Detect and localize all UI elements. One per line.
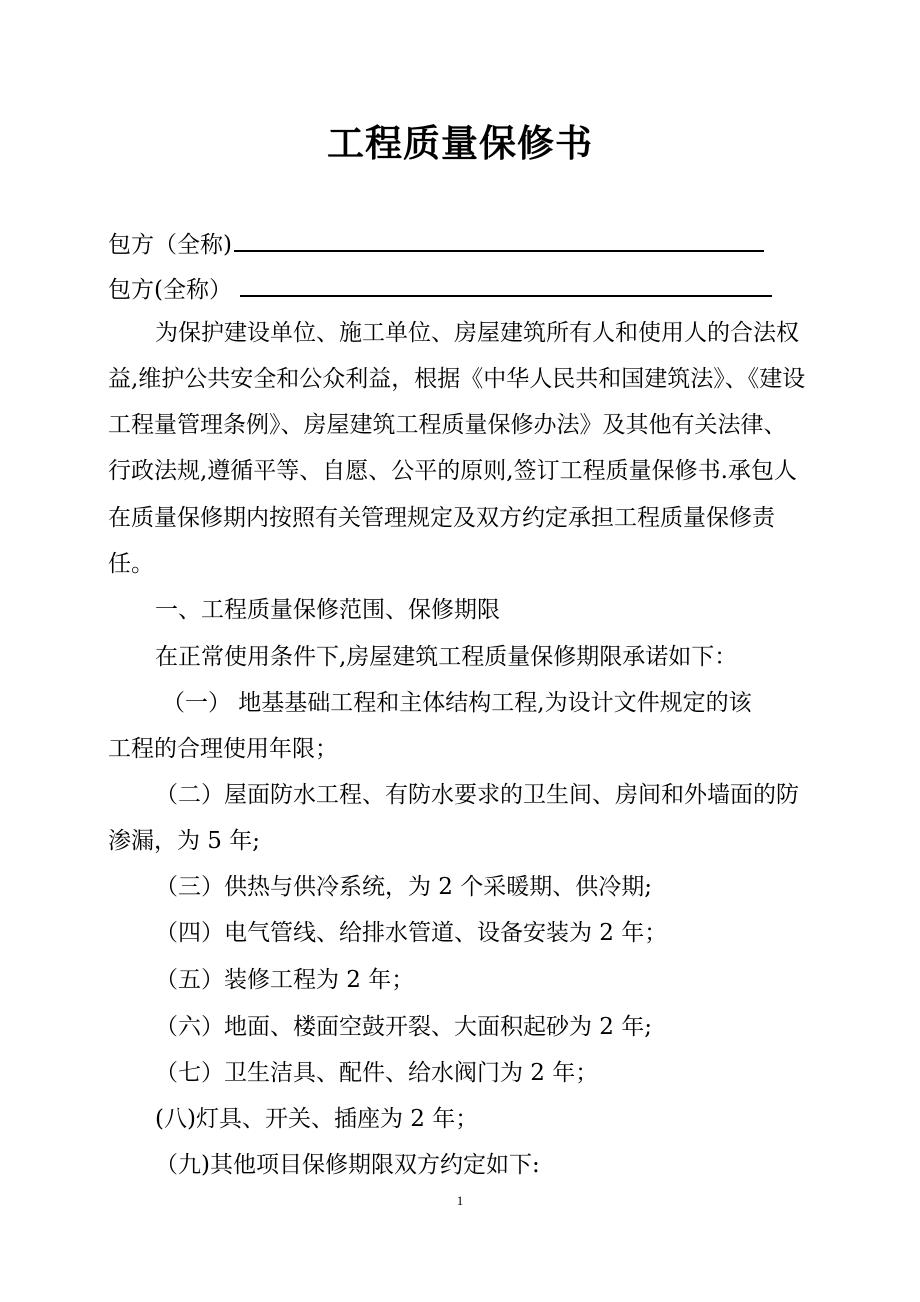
- party-b-label: 包方(全称）: [108, 277, 232, 303]
- party-a-blank: [234, 228, 764, 252]
- intro-line-3: 工程量管理条例》、房屋建筑工程质量保修办法》及其他有关法律、: [108, 412, 787, 438]
- intro-line-1: 为保护建设单位、施工单位、房屋建筑所有人和使用人的合法权: [155, 320, 799, 346]
- item-4: （四）电气管线、给排水管道、设备安装为 2 年；: [155, 920, 668, 946]
- party-a-label: 包方（全称): [108, 232, 232, 258]
- section1-heading: 一、工程质量保修范围、保修期限: [155, 597, 500, 623]
- item-2-line-1: （二）屋面防水工程、有防水要求的卫生间、房间和外墙面的防: [155, 782, 799, 808]
- intro-line-6: 任。: [108, 551, 154, 577]
- party-b-blank: [240, 273, 772, 297]
- party-b-line: [108, 273, 772, 305]
- document-title: 工程质量保修书: [327, 121, 593, 165]
- intro-line-5: 在质量保修期内按照有关管理规定及双方约定承担工程质量保修责: [108, 505, 775, 531]
- item-8: (八)灯具、开关、插座为 2 年；: [155, 1106, 479, 1132]
- intro-line-2: 益,维护公共安全和公众利益，根据《中华人民共和国建筑法》、《建设: [108, 366, 806, 392]
- item-6: （六）地面、楼面空鼓开裂、大面积起砂为 2 年;: [155, 1014, 653, 1040]
- item-3: （三）供热与供冷系统，为 2 个采暖期、供冷期;: [155, 874, 653, 900]
- page-number: 1: [456, 1193, 464, 1208]
- intro-line-4: 行政法规,遵循平等、自愿、公平的原则,签订工程质量保修书.承包人: [108, 458, 797, 484]
- item-2-line-2: 渗漏，为 5 年;: [108, 828, 261, 854]
- item-7: （七）卫生洁具、配件、给水阀门为 2 年；: [155, 1060, 599, 1086]
- section1-lead: 在正常使用条件下,房屋建筑工程质量保修期限承诺如下：: [155, 644, 738, 670]
- item-5: （五）装修工程为 2 年；: [155, 967, 415, 993]
- item-1-line-2: 工程的合理使用年限；: [108, 736, 338, 762]
- item-9: （九)其他项目保修期限双方约定如下:: [155, 1152, 540, 1178]
- party-a-line: [108, 228, 764, 260]
- item-1-line-1: （一） 地基基础工程和主体结构工程,为设计文件规定的该: [162, 690, 752, 716]
